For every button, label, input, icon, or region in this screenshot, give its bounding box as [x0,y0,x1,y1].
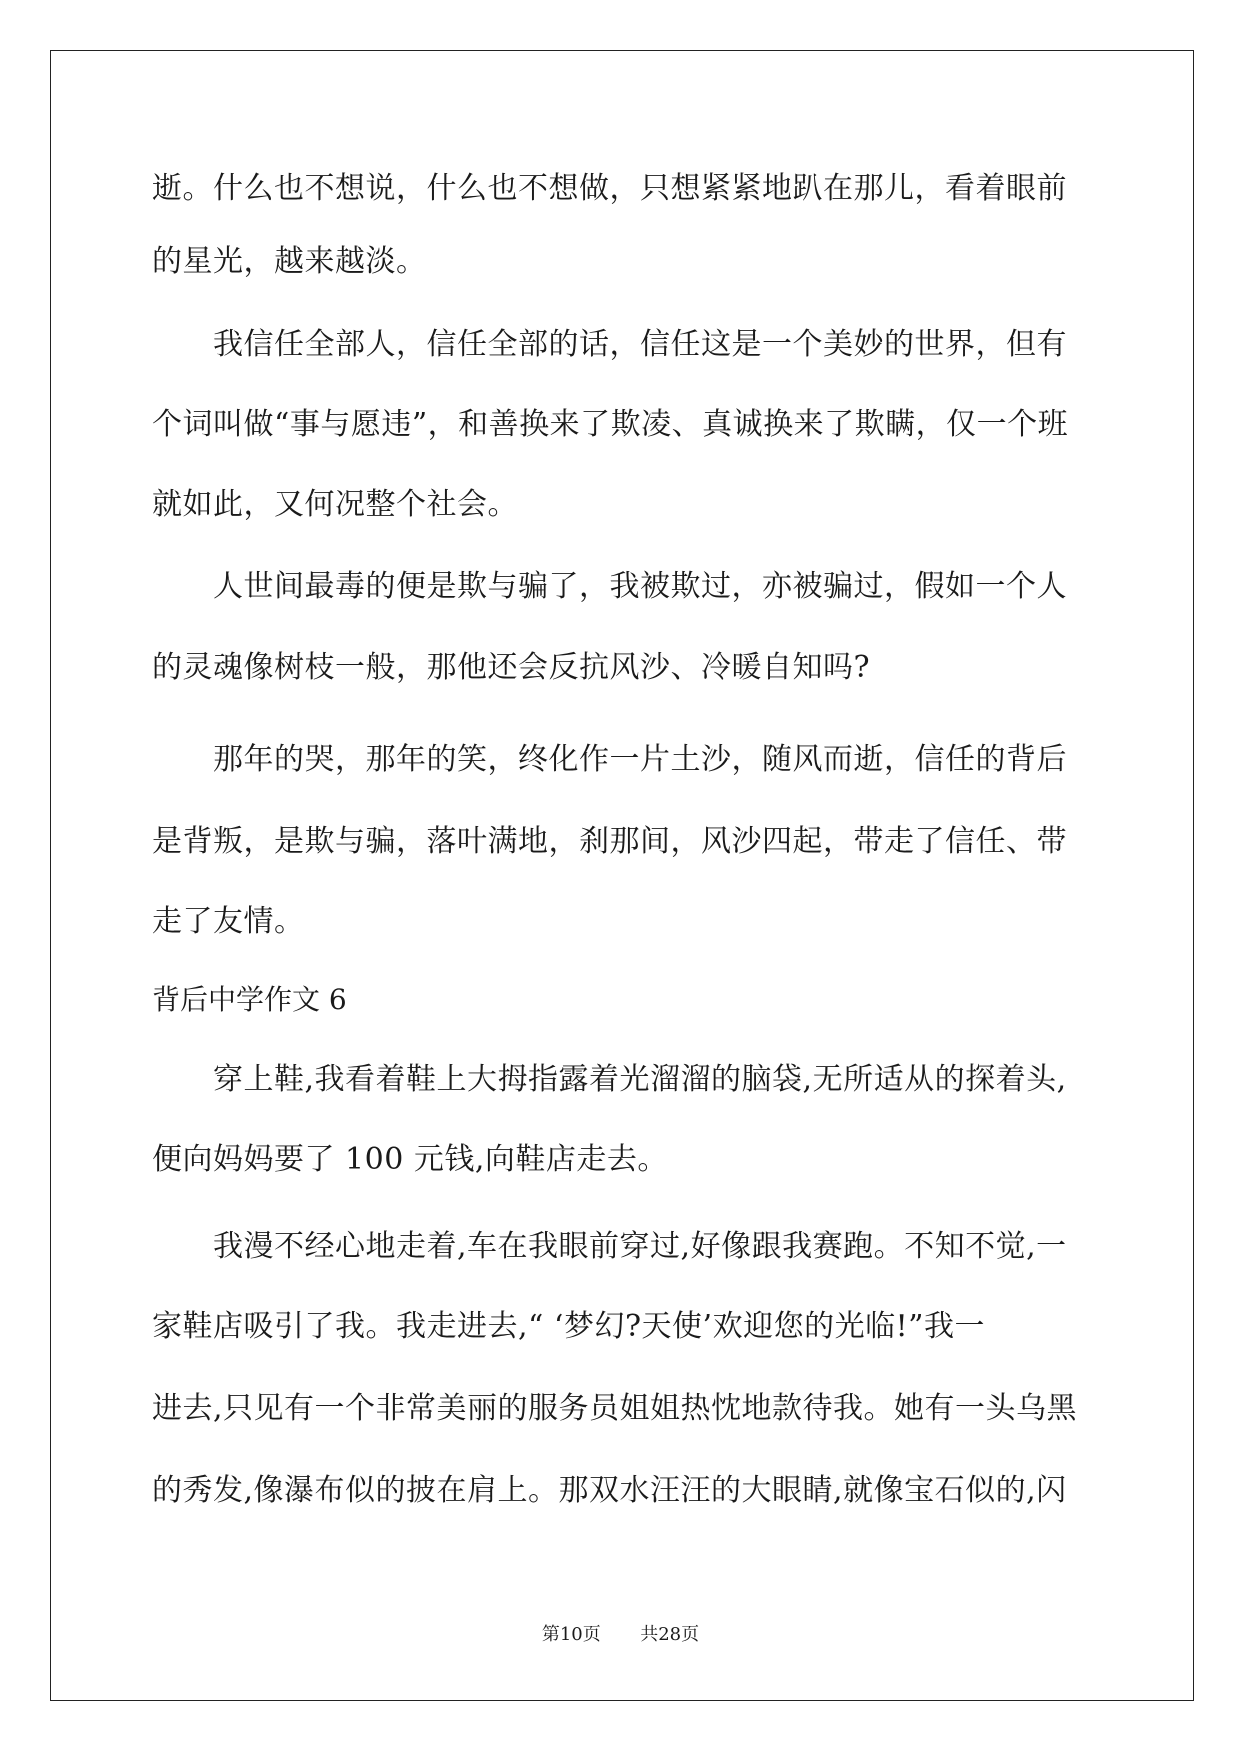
text-line: 逝。什么也不想说，什么也不想做，只想紧紧地趴在那儿，看着眼前 [152,171,1067,206]
text-line: 是背叛，是欺与骗，落叶满地，刹那间，风沙四起，带走了信任、带 [152,824,1067,859]
page-total: 共28页 [640,1624,700,1645]
text-line: 进去,只见有一个非常美丽的服务员姐姐热忱地款待我。她有一头乌黑 [152,1391,1078,1426]
text-line: 的灵魂像树枝一般，那他还会反抗风沙、冷暖自知吗? [152,650,871,685]
text-line: 的星光，越来越淡。 [152,244,427,279]
text-line: 我漫不经心地走着,车在我眼前穿过,好像跟我赛跑。不知不觉,一 [152,1229,1067,1264]
text-line: 家鞋店吸引了我。我走进去,“ ‘梦幻?天使’欢迎您的光临!”我一 [152,1309,985,1344]
text-line: 的秀发,像瀑布似的披在肩上。那双水汪汪的大眼睛,就像宝石似的,闪 [152,1473,1067,1508]
text-line: 个词叫做“事与愿违”，和善换来了欺凌、真诚换来了欺瞒，仅一个班 [152,407,1069,442]
text-line: 我信任全部人，信任全部的话，信任这是一个美妙的世界，但有 [152,327,1067,362]
page-number: 第10页 [541,1624,601,1645]
text-line: 走了友情。 [152,904,305,939]
page-border [50,50,1194,1701]
text-line: 那年的哭，那年的笑，终化作一片土沙，随风而逝，信任的背后 [152,742,1067,777]
text-line: 人世间最毒的便是欺与骗了，我被欺过，亦被骗过，假如一个人 [152,569,1067,604]
text-line: 便向妈妈要了 100 元钱,向鞋店走去。 [152,1142,668,1177]
section-heading: 背后中学作文 6 [152,983,347,1016]
page-footer [0,1623,1241,1647]
text-line: 穿上鞋,我看着鞋上大拇指露着光溜溜的脑袋,无所适从的探着头, [152,1062,1067,1097]
text-line: 就如此，又何况整个社会。 [152,487,518,522]
